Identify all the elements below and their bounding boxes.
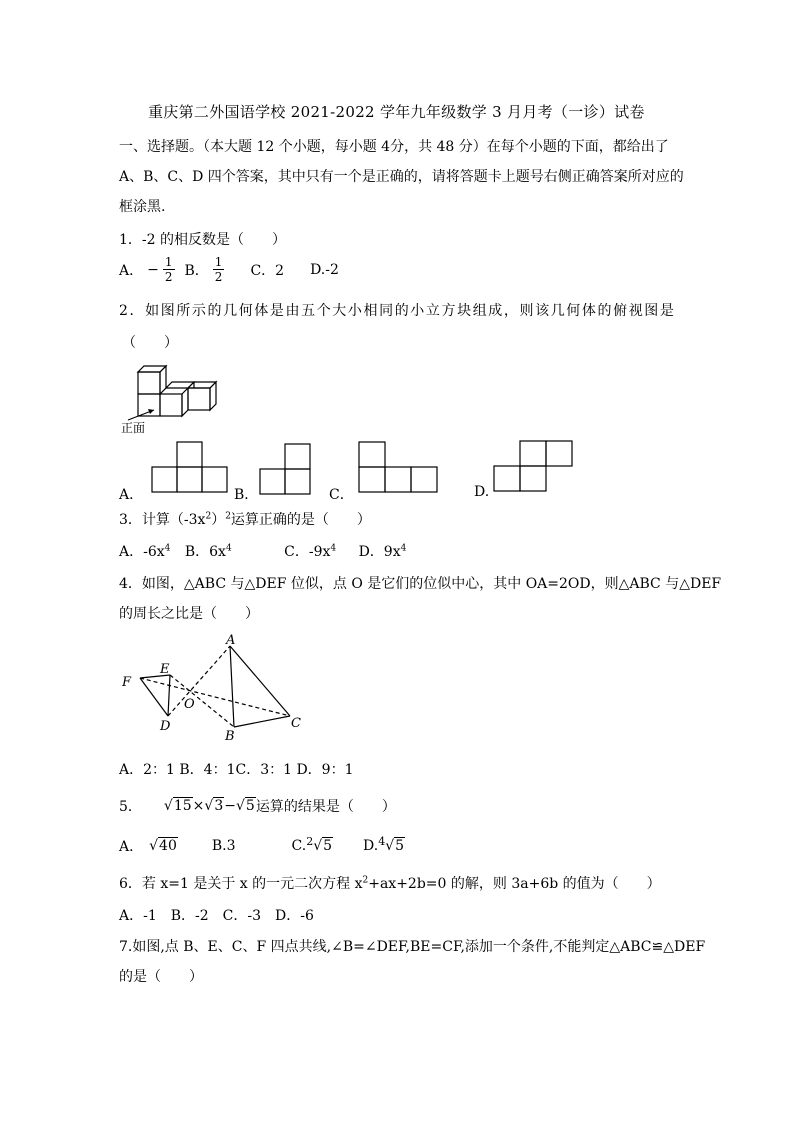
q5-option-c-label: C. [291, 838, 307, 854]
cube-side-face [182, 388, 188, 416]
q2-option-c-label: C． [329, 487, 354, 503]
cube-top-face [138, 366, 166, 372]
grid-square [385, 467, 411, 492]
top-view-option-d [492, 439, 574, 495]
q3-option-d-text: D．9x [358, 544, 401, 560]
question-5-options [119, 836, 405, 856]
cube-front-face [188, 388, 210, 410]
grid-square [260, 469, 285, 494]
grid-square [520, 441, 546, 466]
q5-option-b: B.3 [211, 838, 236, 854]
q5-radicand-1: 15 [173, 798, 192, 814]
section-instruction-line-3: 框涂黑. [119, 199, 166, 215]
q3-option-b [185, 544, 232, 560]
grid-square [494, 466, 520, 491]
question-6-options: A．-1 B．-2 C．-3 D．-6 [119, 908, 314, 924]
q2-option-a-label: A． [119, 487, 144, 503]
question-1-options [119, 255, 339, 284]
question-4-line-2: 的周长之比是（ ） [119, 606, 259, 622]
q3-option-b-exp: 4 [225, 543, 232, 554]
q5-option-a-radicand: 40 [159, 838, 177, 854]
question-1-stem: 1．-2 的相反数是（ ） [119, 232, 286, 248]
option-b-numerator: 1 [214, 255, 223, 269]
grid-square [177, 442, 202, 467]
grid-square [202, 467, 227, 492]
question-7-line-2: 的是（ ） [119, 969, 203, 985]
top-view-option-a [150, 440, 230, 496]
q3-stem-mid: ） [211, 512, 226, 528]
q2-option-b-label: B． [234, 487, 259, 503]
grid-square [177, 467, 202, 492]
q5-stem-tail: 运算的结果是（ ） [255, 799, 396, 815]
top-view-option-c [357, 440, 439, 496]
cube-front-face [138, 372, 160, 394]
cube-top-face [188, 382, 216, 388]
q5-radicand-2: 3 [214, 798, 224, 814]
top-view-option-b [258, 442, 314, 498]
segment-ab [230, 646, 234, 727]
q5-radical-2: √3 [204, 798, 224, 814]
similar-triangles-figure [118, 630, 318, 745]
section-instruction-line-1: 一、选择题。（本大题 12 个小题，每小题 4分，共 48 分）在每个小题的下面，都给出了 [119, 139, 669, 155]
q3-stem-post: 运算正确的是（ ） [230, 512, 371, 528]
q3-option-d-exp: 4 [400, 543, 407, 554]
q5-radical-1: √15 [163, 798, 192, 814]
option-a-numerator: 1 [164, 255, 173, 269]
q3-option-b-text: B．6x [184, 544, 226, 560]
question-4-line-1: 4．如图，△ABC 与△DEF 位似，点 O 是它们的位似中心，其中 OA=2OD，则△ABC 与△DEF [119, 576, 722, 592]
q5-option-c-coef: 2 [306, 834, 314, 848]
question-3-stem [119, 509, 371, 529]
q5-option-d-coef: 4 [378, 834, 386, 848]
point-label-b: B [225, 729, 235, 744]
q3-option-a [119, 544, 170, 560]
q3-exponent-1: 2 [205, 511, 212, 522]
grid-square [359, 442, 385, 467]
q5-option-d-radicand: 5 [395, 838, 405, 854]
option-a-label: A． [119, 262, 144, 279]
question-6-stem [119, 873, 661, 893]
q5-option-c-radical: √5 [313, 838, 333, 854]
segment-bc [234, 716, 290, 727]
point-label-e: E [160, 662, 170, 677]
q5-option-d-label: D. [363, 838, 379, 854]
q3-option-a-text: A．-6x [119, 544, 165, 560]
question-7-line-1: 7.如图,点 B、E、C、F 四点共线,∠B=∠DEF,BE=CF,添加一个条件,不能判定△ABC≌△DEF [119, 939, 706, 955]
q6-stem-pre: 6．若 x=1 是关于 x 的一元二次方程 x [119, 876, 363, 892]
q6-exponent: 2 [362, 875, 369, 886]
option-b-label: B． [184, 262, 209, 279]
q3-option-a-exp: 4 [164, 543, 171, 554]
section-instruction-line-2: A、B、C、D 四个答案，其中只有一个是正确的，请将答题卡上题号右侧正确答案所对应的 [119, 169, 684, 185]
option-a-fraction [163, 255, 175, 284]
grid-square [411, 467, 437, 492]
cube-top-face [166, 382, 194, 388]
q5-radicand-3: 5 [245, 798, 255, 814]
point-label-f: F [122, 675, 132, 690]
point-label-o: O [184, 697, 195, 712]
q5-option-d-radical: √5 [385, 838, 405, 854]
q5-minus-sign: − [224, 798, 236, 814]
q2-option-d-label: D. [474, 484, 490, 500]
cube-side-face [160, 366, 166, 394]
grid-square [520, 466, 546, 491]
q3-option-c [284, 544, 336, 560]
q5-radical-3: √5 [235, 798, 255, 814]
point-label-c: C [291, 716, 301, 731]
dashed-line-eb [170, 675, 234, 727]
q3-option-d [359, 544, 407, 560]
dashed-line-fc [140, 678, 290, 716]
option-b-fraction [213, 255, 225, 284]
page-title: 重庆第二外国语学校 2021-2022 学年九年级数学 3 月月考（一诊）试卷 [148, 103, 645, 121]
q5-option-c-radicand: 5 [323, 838, 333, 854]
q6-stem-post: +ax+2b=0 的解，则 3a+6b 的值为（ ） [368, 876, 661, 892]
grid-square [152, 467, 177, 492]
q3-option-c-text: C．-9x [284, 544, 331, 560]
question-3-options [119, 541, 406, 561]
option-a-denominator: 2 [164, 270, 173, 284]
q3-option-c-exp: 4 [330, 543, 337, 554]
q5-times-sign: × [192, 798, 205, 814]
option-d: D.-2 [310, 261, 339, 278]
grid-square [359, 467, 385, 492]
option-c: C．2 [250, 262, 285, 279]
question-5-stem [119, 796, 396, 816]
q3-exponent-2: 2 [225, 511, 231, 522]
question-2-stem: 2．如图所示的几何体是由五个大小相同的小立方块组成，则该几何体的俯视图是 [119, 303, 676, 319]
grid-square [285, 444, 310, 469]
front-view-label: 正面 [121, 421, 146, 435]
cube-side-face [210, 382, 216, 410]
grid-square [285, 469, 310, 494]
grid-square [546, 441, 572, 466]
q5-option-a-label: A． [119, 839, 144, 855]
question-2-paren: （ ） [122, 335, 178, 351]
q5-option-a-radical: √40 [149, 838, 177, 854]
q5-number: 5． [119, 799, 142, 815]
cube-front-face [138, 394, 160, 416]
point-label-d: D [160, 719, 171, 734]
option-a-sign: − [147, 261, 159, 278]
segment-ed [168, 675, 170, 716]
question-4-options: A．2：1 B．4：1C．3：1 D．9：1 [119, 762, 354, 778]
option-b-denominator: 2 [214, 270, 223, 284]
segment-ac [230, 646, 290, 716]
q3-stem-pre: 3．计算（-3x [119, 512, 206, 528]
point-label-a: A [226, 633, 236, 648]
cube-front-face [160, 394, 182, 416]
